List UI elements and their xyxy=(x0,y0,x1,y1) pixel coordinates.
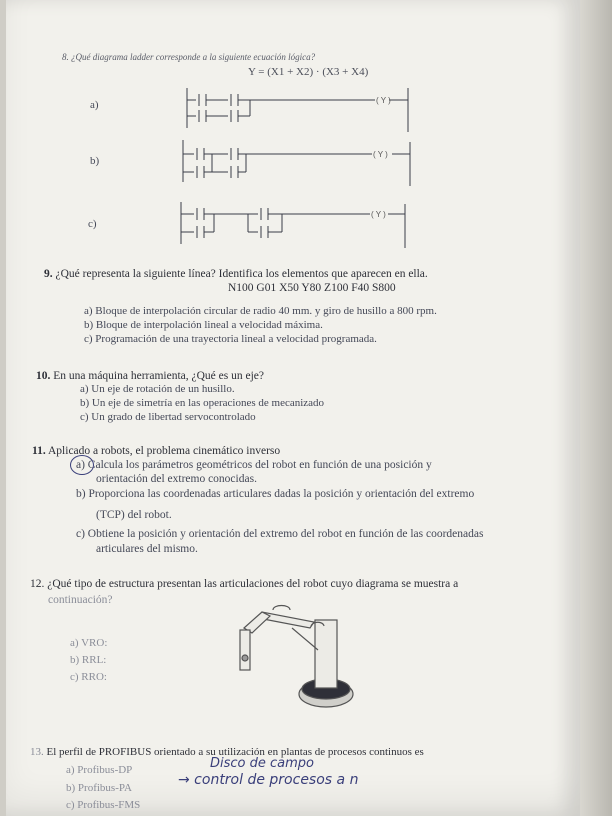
q9-text: ¿Qué representa la siguiente línea? Identifica los elementos que aparecen en ella. xyxy=(55,268,428,280)
q10-text: En una máquina herramienta, ¿Qué es un eje? xyxy=(53,370,264,382)
q11-option-a-cont: orientación del extremo conocidas. xyxy=(96,473,257,485)
q8-option-b[interactable]: b) xyxy=(90,155,100,167)
coil-b: ( Y ) xyxy=(373,150,388,159)
q8-option-a[interactable]: a) xyxy=(90,99,99,111)
q9-number: 9. xyxy=(44,268,53,280)
coil-a: ( Y ) xyxy=(376,96,391,105)
q12-number: 12. xyxy=(30,578,45,590)
coil-c: ( Y ) xyxy=(371,210,386,219)
q11-option-b-cont: (TCP) del robot. xyxy=(96,509,172,521)
q12-option-a[interactable]: a) VRO: xyxy=(70,637,108,649)
q11-option-a[interactable]: a) Calcula los parámetros geométricos del robot en función de una posición y xyxy=(76,459,432,471)
q11-header xyxy=(32,444,280,458)
q11-option-b[interactable]: b) Proporciona las coordenadas articulares dadas la posición y orientación del extremo xyxy=(76,488,475,500)
q9-option-b[interactable]: b) Bloque de interpolación lineal a velocidad máxima. xyxy=(84,319,323,331)
q11-option-c-cont: articulares del mismo. xyxy=(96,543,198,555)
q8-equation: Y = (X1 + X2) · (X3 + X4) xyxy=(248,66,369,78)
q8-option-c[interactable]: c) xyxy=(88,218,97,230)
q13-number: 13. xyxy=(30,746,44,758)
q10-option-a[interactable]: a) Un eje de rotación de un husillo. xyxy=(80,383,235,395)
q12-text: ¿Qué tipo de estructura presentan las articulaciones del robot cuyo diagrama se muestra a xyxy=(47,578,459,590)
q10-option-b[interactable]: b) Un eje de simetría en las operaciones de mecanizado xyxy=(80,397,325,409)
q9-option-a[interactable]: a) Bloque de interpolación circular de radio 40 mm. y giro de husillo a 800 rpm. xyxy=(84,305,437,317)
ladder-diagram-c xyxy=(181,202,405,248)
q12-option-b[interactable]: b) RRL: xyxy=(70,654,107,666)
q10-option-c[interactable]: c) Un grado de libertad servocontrolado xyxy=(80,411,256,423)
ladder-diagram-a xyxy=(187,88,408,132)
q13-option-b[interactable]: b) Profibus-PA xyxy=(66,782,132,794)
q11-text: Aplicado a robots, el problema cinemático inverso xyxy=(48,445,281,457)
q8-text: ¿Qué diagrama ladder corresponde a la siguiente ecuación lógica? xyxy=(71,52,316,62)
q13-option-a[interactable]: a) Profibus-DP xyxy=(66,764,133,776)
q13-option-c[interactable]: c) Profibus-FMS xyxy=(66,799,141,811)
handwritten-note-2: → control de procesos a n xyxy=(178,772,359,788)
q9-code: N100 G01 X50 Y80 Z100 F40 S800 xyxy=(228,282,396,294)
ladder-diagram-b xyxy=(183,140,410,186)
answer-circle-mark xyxy=(70,455,94,475)
q10-header xyxy=(36,369,264,383)
q9-header xyxy=(44,267,428,281)
q12-text-cont: continuación? xyxy=(48,594,113,606)
q9-option-c[interactable]: c) Programación de una trayectoria lineal a velocidad programada. xyxy=(84,333,377,345)
robot-diagram xyxy=(240,606,353,708)
q11-number: 11. xyxy=(32,445,46,457)
q11-option-c[interactable]: c) Obtiene la posición y orientación del extremo del robot en función de las coordenadas xyxy=(76,528,484,540)
handwritten-note-1: Disco de campo xyxy=(210,756,314,771)
q12-header xyxy=(30,577,458,591)
q13-text: El perfil de PROFIBUS orientado a su utilización en plantas de procesos continuos es xyxy=(46,746,424,758)
q10-number: 10. xyxy=(36,370,51,382)
q12-option-c[interactable]: c) RRO: xyxy=(70,671,107,683)
q8-number: 8. xyxy=(62,52,69,62)
